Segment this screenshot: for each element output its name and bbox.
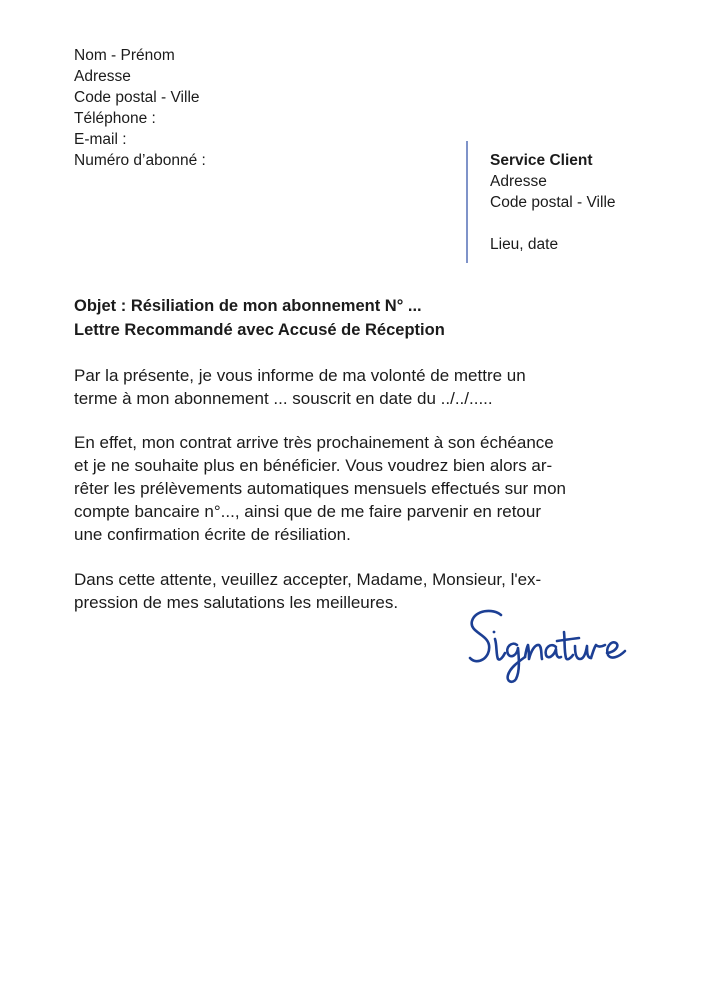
recipient-address: Adresse <box>490 173 547 190</box>
paragraph-intro <box>74 364 526 410</box>
recipient-postal-city: Code postal - Ville <box>490 194 616 211</box>
subject-line: Objet : Résiliation de mon abonnement N° ... <box>74 297 422 315</box>
sender-postal-city: Code postal - Ville <box>74 89 200 106</box>
paragraph-line: rêter les prélèvements automatiques mensuels effectués sur mon <box>74 479 566 498</box>
sender-subscriber-number: Numéro d’abonné : <box>74 152 206 169</box>
paragraph-line: compte bancaire n°..., ainsi que de me faire parvenir en retour <box>74 502 541 521</box>
paragraph-line: En effet, mon contrat arrive très prochainement à son échéance <box>74 433 554 452</box>
handwritten-signature <box>463 605 638 685</box>
sender-block <box>74 45 206 171</box>
sender-name: Nom - Prénom <box>74 47 175 64</box>
paragraph-line: et je ne souhaite plus en bénéficier. Vous voudrez bien alors ar- <box>74 456 553 475</box>
sender-address: Adresse <box>74 68 131 85</box>
paragraph-line: une confirmation écrite de résiliation. <box>74 525 351 544</box>
recipient-divider <box>466 141 468 263</box>
paragraph-line: terme à mon abonnement ... souscrit en date du ../../..... <box>74 389 493 408</box>
recipient-block <box>490 150 616 255</box>
paragraph-line: Dans cette attente, veuillez accepter, Madame, Monsieur, l'ex- <box>74 570 542 589</box>
recipient-name: Service Client <box>490 152 593 169</box>
registered-mail-line: Lettre Recommandé avec Accusé de Réception <box>74 321 445 339</box>
subject-block <box>74 294 445 342</box>
sender-phone: Téléphone : <box>74 110 156 127</box>
paragraph-line: pression de mes salutations les meilleures. <box>74 593 399 612</box>
place-date: Lieu, date <box>490 236 559 253</box>
signature-strokes <box>470 611 625 682</box>
paragraph-line: Par la présente, je vous informe de ma volonté de mettre un <box>74 366 526 385</box>
paragraph-details <box>74 431 566 546</box>
sender-email: E-mail : <box>74 131 127 148</box>
